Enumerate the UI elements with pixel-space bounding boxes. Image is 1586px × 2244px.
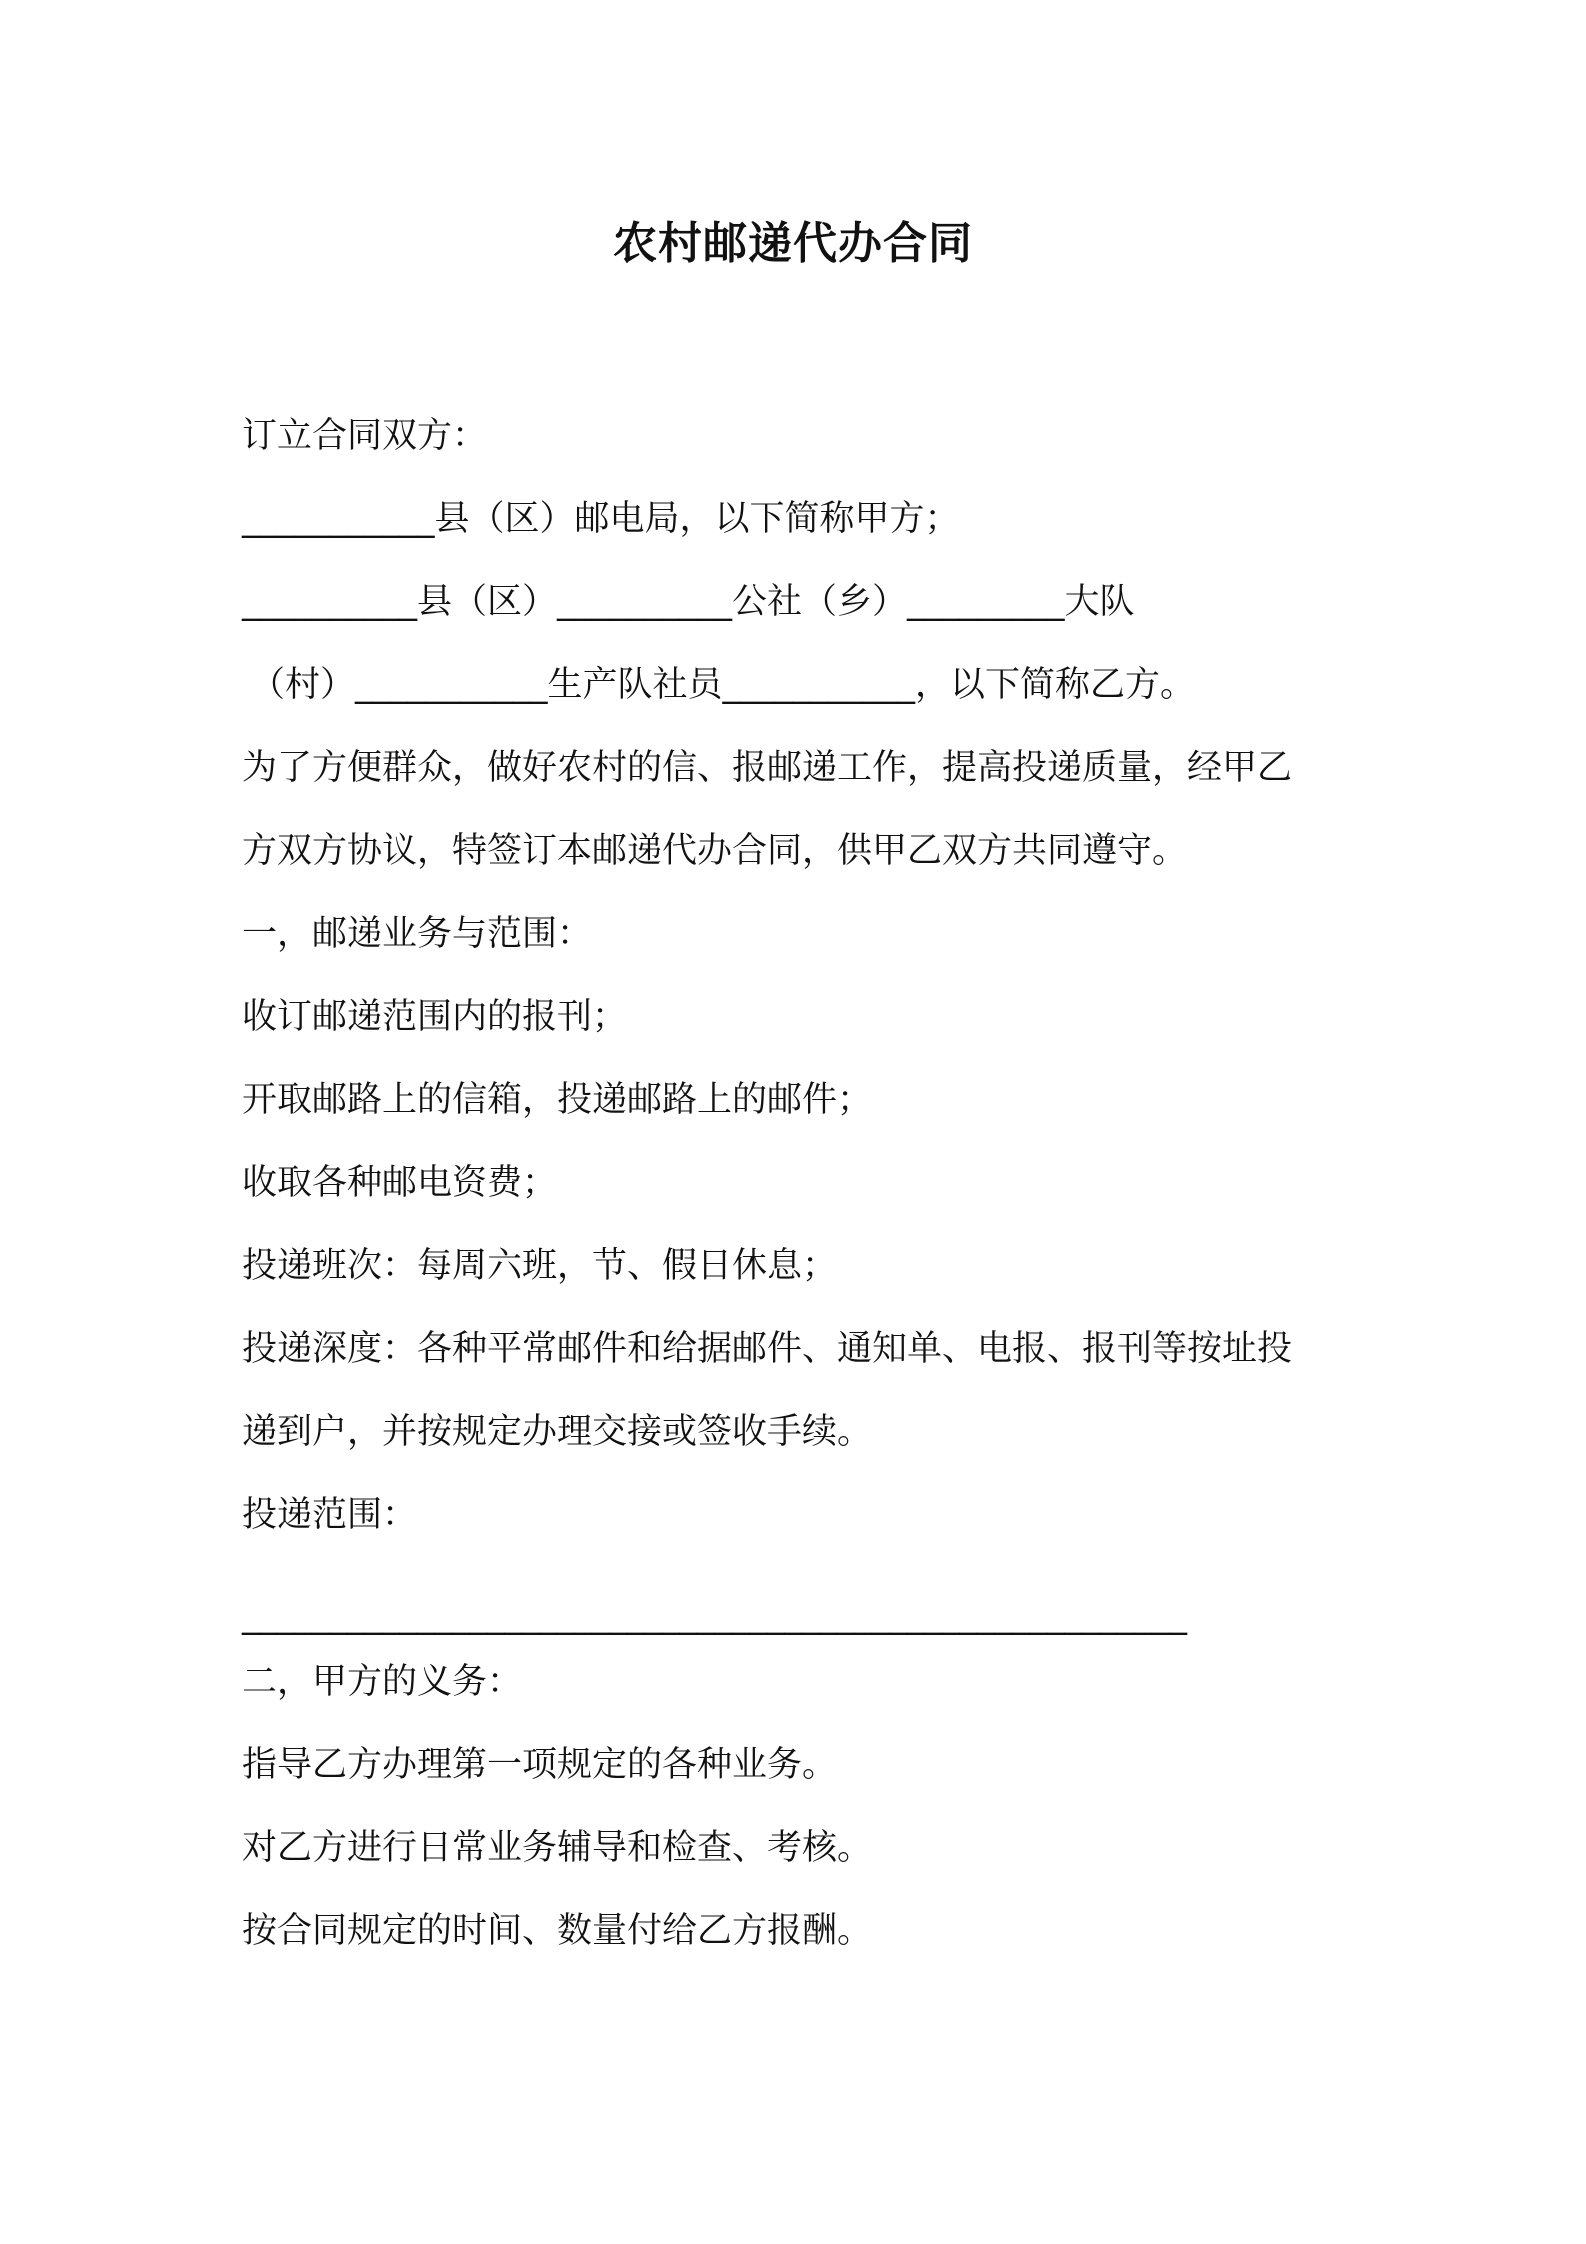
document-title: 农村邮递代办合同 xyxy=(613,218,973,269)
delivery-scope-label: 投递范围： xyxy=(242,1495,418,1535)
duty-item-payment: 按合同规定的时间、数量付给乙方报酬。 xyxy=(242,1911,873,1951)
business-item-fees: 收取各种邮电资费； xyxy=(242,1163,558,1203)
parties-heading: 订立合同双方： xyxy=(242,416,488,456)
business-item-schedule: 投递班次：每周六班，节、假日休息； xyxy=(242,1246,838,1286)
section-two-heading: 二，甲方的义务： xyxy=(242,1662,523,1702)
duty-item-inspection: 对乙方进行日常业务辅导和检查、考核。 xyxy=(242,1828,873,1868)
business-item-depth-line-1: 投递深度：各种平常邮件和给据邮件、通知单、电报、报刊等按址投 xyxy=(242,1329,1293,1369)
business-item-subscriptions: 收订邮递范围内的报刊； xyxy=(242,997,628,1037)
section-one-heading: 一，邮递业务与范围： xyxy=(242,914,593,954)
purpose-paragraph-line-1: 为了方便群众，做好农村的信、报邮递工作，提高投递质量，经甲乙 xyxy=(242,748,1293,788)
party-a-line: ___________县（区）邮电局，以下简称甲方； xyxy=(242,499,960,539)
business-item-depth-line-2: 递到户，并按规定办理交接或签收手续。 xyxy=(242,1412,873,1452)
party-b-member-line: （村）___________生产队社员___________，以下简称乙方。 xyxy=(250,665,1196,705)
business-item-mailbox: 开取邮路上的信箱，投递邮路上的邮件； xyxy=(242,1080,873,1120)
duty-item-guidance: 指导乙方办理第一项规定的各种业务。 xyxy=(242,1745,838,1785)
delivery-scope-blank: ______________________________________________________ xyxy=(242,1596,1187,1636)
purpose-paragraph-line-2: 方双方协议，特签订本邮递代办合同，供甲乙双方共同遵守。 xyxy=(242,831,1188,871)
party-b-address-line: __________县（区）__________公社（乡）_________大队 xyxy=(242,582,1135,622)
